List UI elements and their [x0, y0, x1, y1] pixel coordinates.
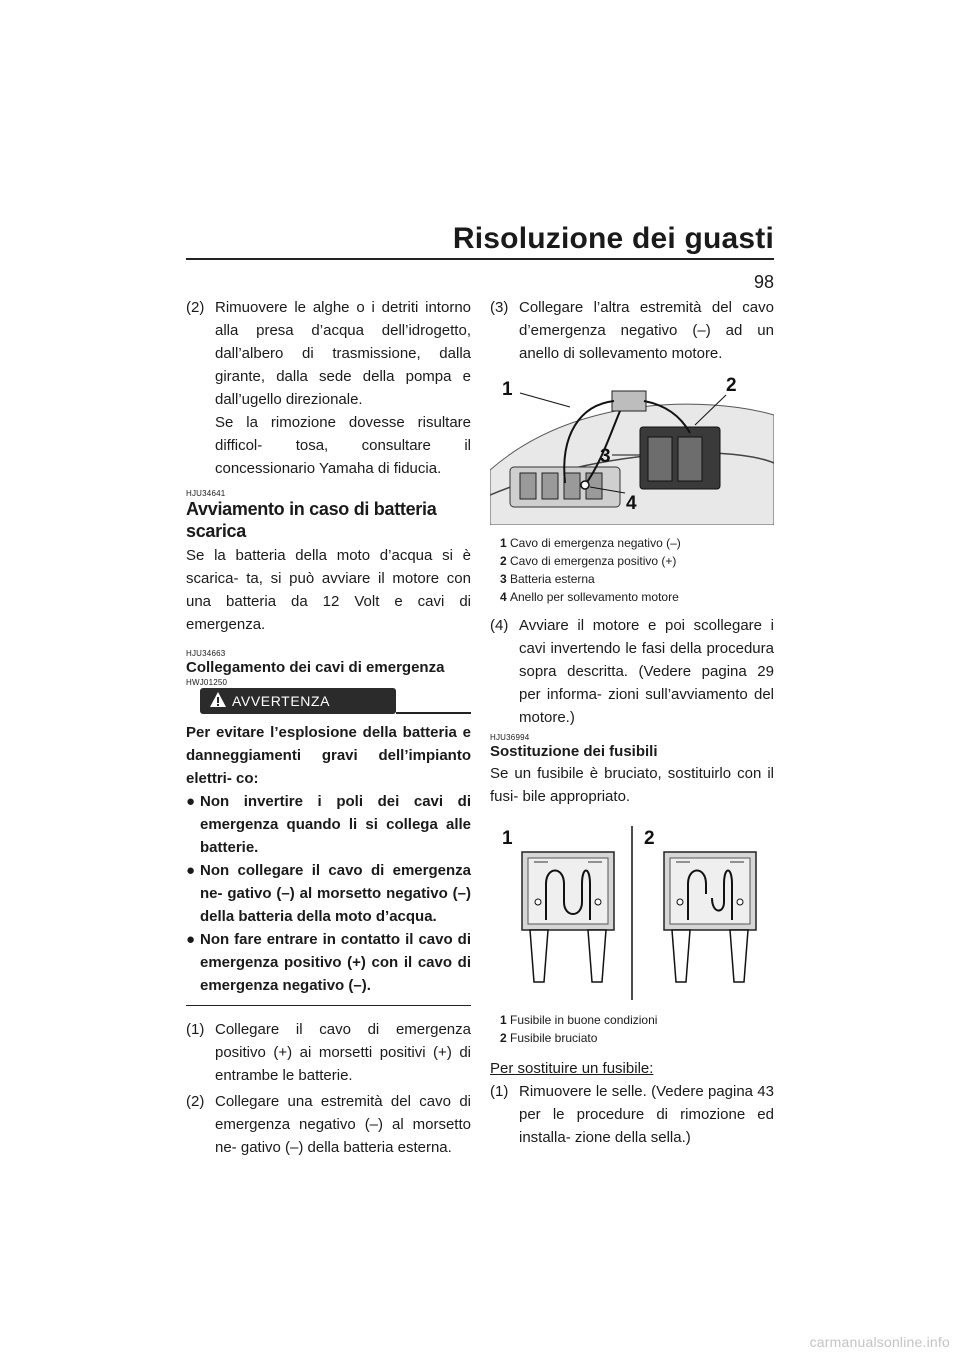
- step-text: Avviare il motore e poi scollegare i cavi invertendo le fasi della procedura sopra descritta. (Vedere pagina 29 per informa- zioni sull’avviamento del motore.): [519, 617, 774, 726]
- page-number: 98: [753, 272, 774, 292]
- step-text-2: Se la rimozione dovesse risultare difficol- tosa, consultare il concessionario Yamaha di fiducia.: [215, 414, 471, 477]
- caption-item: [500, 534, 774, 552]
- bullet-text: Non collegare il cavo di emergenza ne- gativo (–) al morsetto negativo (–) della batteria della moto d’acqua.: [200, 862, 471, 925]
- warning-label: [200, 688, 396, 714]
- step-number: (2): [186, 1093, 205, 1110]
- step-4-start-engine: [490, 614, 774, 729]
- step-2-remove-debris: [186, 296, 471, 480]
- step-number: (3): [490, 299, 509, 316]
- caption-text: Cavo di emergenza positivo (+): [510, 554, 677, 568]
- section-heading-cables: Collegamento dei cavi di emergenza: [186, 659, 445, 676]
- fuse-callout-1: 1: [502, 828, 513, 849]
- warning-bullet: [186, 790, 471, 859]
- caption-number: 1: [500, 536, 507, 550]
- caption-number: 2: [500, 554, 507, 568]
- warning-bullet: [186, 859, 471, 928]
- section-body: Se un fusibile è bruciato, sostituirlo con il fusi- bile appropriato.: [490, 765, 774, 805]
- step-number: (1): [490, 1083, 509, 1100]
- step-number: (4): [490, 617, 509, 634]
- warning-icon: [209, 691, 227, 709]
- step-2-connect-negative: [186, 1090, 471, 1159]
- step-number: (1): [186, 1021, 205, 1038]
- section-code: HJU34641: [186, 489, 226, 498]
- header-rule: [186, 258, 774, 260]
- section-body: Se la batteria della moto d’acqua si è scarica- ta, si può avviare il motore con una batteria da 12 Volt e cavi di emergenza.: [186, 547, 471, 633]
- bullet-text: Non invertire i poli dei cavi di emergenza quando li si collega alle batterie.: [200, 793, 471, 856]
- step-text: Rimuovere le selle. (Vedere pagina 43 per le procedure di rimozione ed installa- zione della sella.): [519, 1083, 774, 1146]
- good-fuse-icon: [522, 852, 614, 982]
- section-code: HJU36994: [490, 733, 530, 742]
- step-1-remove-seats: [490, 1080, 774, 1149]
- caption-text: Cavo di emergenza negativo (–): [510, 536, 681, 550]
- warning-label-text: AVVERTENZA: [232, 693, 331, 709]
- replace-fuse-title: Per sostituire un fusibile:: [490, 1060, 654, 1077]
- step-text: Collegare il cavo di emergenza positivo (+) ai morsetti positivi (+) di entrambe le batterie.: [215, 1021, 471, 1084]
- fuse-illustration: [490, 822, 774, 1002]
- caption-text: Anello per sollevamento motore: [510, 590, 679, 604]
- warning-bullet: [186, 928, 471, 997]
- bullet-icon: ●: [186, 793, 196, 810]
- page-title: Risoluzione dei guasti: [452, 222, 774, 255]
- step-text: Rimuovere le alghe o i detriti intorno alla presa d’acqua dell’idrogetto, dall’albero di trasmissione, dalla girante, dalla sede della pompa e dall’ugello direzionale.: [215, 299, 471, 408]
- warning-header: [186, 688, 471, 714]
- section-code: HJU34663: [186, 649, 226, 658]
- step-text: Collegare l’altra estremità del cavo d’emergenza negativo (–) ad un anello di sollevamento motore.: [519, 299, 774, 362]
- watermark: carmanualsonline.info: [809, 1334, 950, 1350]
- figure-captions: [490, 1011, 774, 1047]
- step-number: (2): [186, 299, 205, 316]
- figure-captions: [490, 534, 774, 606]
- caption-text: Fusibile bruciato: [510, 1031, 598, 1045]
- bullet-icon: ●: [186, 931, 196, 948]
- caption-item: [500, 552, 774, 570]
- step-1-connect-positive: [186, 1018, 471, 1087]
- figure-callout-4: 4: [626, 493, 637, 514]
- step-3-ground-cable: [490, 296, 774, 365]
- warning-rule: [396, 712, 471, 714]
- caption-item: [500, 570, 774, 588]
- caption-number: 4: [500, 590, 507, 604]
- jump-start-illustration: [490, 375, 774, 525]
- section-heading-fuses: Sostituzione dei fusibili: [490, 743, 658, 760]
- step-text: Collegare una estremità del cavo di emergenza negativo (–) al morsetto ne- gativo (–) della batteria esterna.: [215, 1093, 471, 1156]
- left-column: [186, 296, 471, 1159]
- blown-fuse-icon: [664, 852, 756, 982]
- caption-item: [500, 1011, 774, 1029]
- warning-code: HWJ01250: [186, 678, 228, 687]
- warning-intro: Per evitare l’esplosione della batteria e danneggiamenti gravi dell’impianto elettri- co:: [186, 724, 471, 787]
- caption-item: [500, 588, 774, 606]
- caption-item: [500, 1029, 774, 1047]
- warning-body: [186, 714, 471, 1006]
- right-column: [490, 296, 774, 1149]
- bullet-icon: ●: [186, 862, 196, 879]
- fuse-callout-2: 2: [644, 828, 655, 849]
- bullet-text: Non fare entrare in contatto il cavo di emergenza positivo (+) con il cavo di emergenza negativo (–).: [200, 931, 471, 994]
- caption-text: Fusibile in buone condizioni: [510, 1013, 658, 1027]
- figure-callout-3: 3: [600, 446, 611, 467]
- figure-jump-start: [490, 375, 774, 606]
- caption-number: 1: [500, 1013, 507, 1027]
- figure-fuses: [490, 822, 774, 1047]
- caption-number: 2: [500, 1031, 507, 1045]
- caption-text: Batteria esterna: [510, 572, 595, 586]
- figure-callout-1: 1: [502, 379, 513, 400]
- figure-callout-2: 2: [726, 375, 737, 396]
- section-heading-jump-start: Avviamento in caso di batteria scarica: [186, 499, 437, 541]
- caption-number: 3: [500, 572, 507, 586]
